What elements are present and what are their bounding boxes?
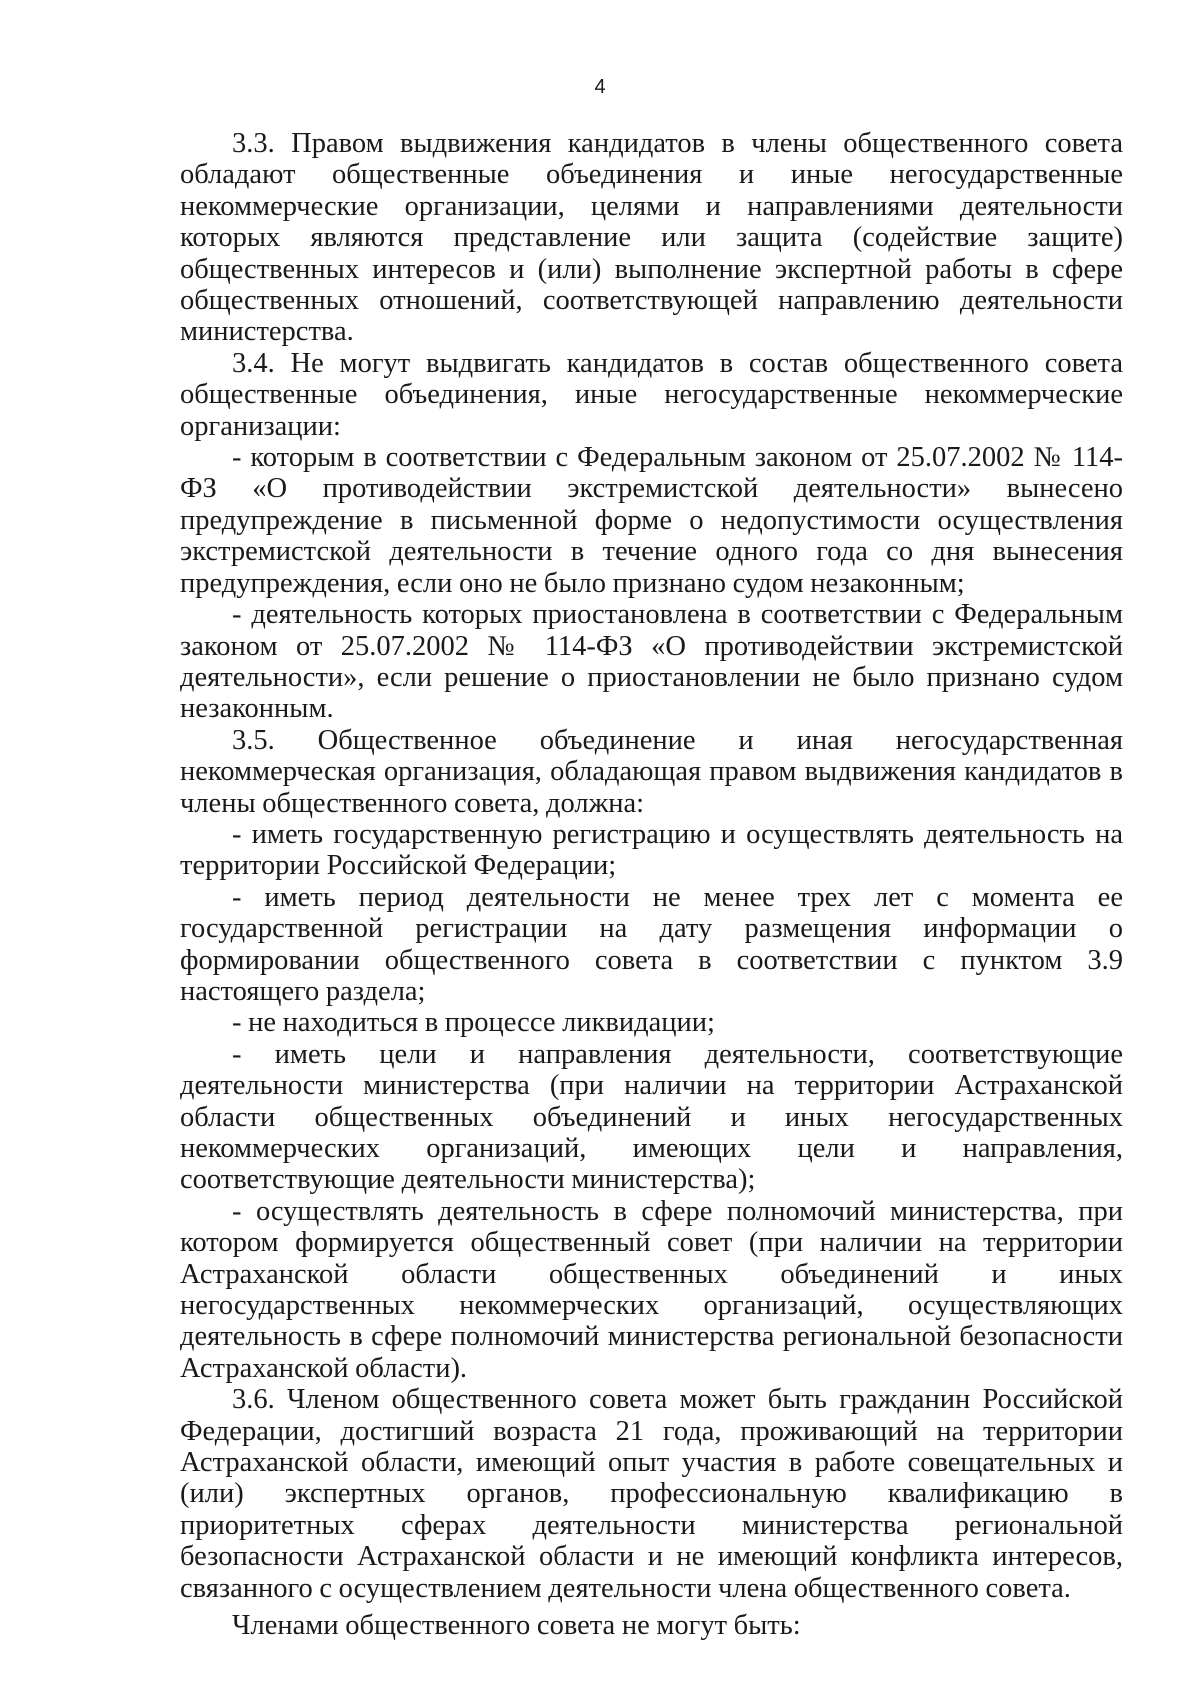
list-item: - иметь период деятельности не менее трех лет с момента ее государственной регистрации на дату размещения информации о формировании общественного совета в соответствии с пунктом 3.9 настоящего раздела; — [180, 881, 1123, 1007]
paragraph-3-3: 3.3. Правом выдвижения кандидатов в члены общественного совета обладают общественные объединения и иные негосударственные некоммерческие организации, целями и направлениями деятельности которых являются представление или защита (содействие защите) общественных интересов и (или) выполнение экспертной работы в сфере общественных отношений, соответствующей направлению деятельности министерства. — [180, 128, 1123, 348]
list-item: - иметь государственную регистрацию и осуществлять деятельность на территории Российской Федерации; — [180, 818, 1123, 882]
document-body — [180, 128, 1123, 1642]
paragraph-3-4: 3.4. Не могут выдвигать кандидатов в состав общественного совета общественные объединения, иные негосударственные некоммерческие организации: — [180, 347, 1123, 442]
paragraph-3-6: 3.6. Членом общественного совета может быть гражданин Российской Федерации, достигший возраста 21 года, проживающий на территории Астраханской области, имеющий опыт участия в работе совещательных и (или) экспертных органов, профессиональную квалификацию в приоритетных сферах деятельности министерства региональной безопасности Астраханской области и не имеющий конфликта интересов, связанного с осуществлением деятельности члена общественного совета. — [180, 1384, 1123, 1604]
list-item: - деятельность которых приостановлена в соответствии с Федеральным законом от 25.07.2002 № 114-ФЗ «О противодействии экстремистской деятельности», если решение о приостановлении не было признано судом незаконным. — [180, 599, 1123, 725]
list-item: - осуществлять деятельность в сфере полномочий министерства, при котором формируется общественный совет (при наличии на территории Астраханской области общественных объединений и иных негосударственных некоммерческих организаций, осуществляющих деятельность в сфере полномочий министерства региональной безопасности Астраханской области). — [180, 1195, 1123, 1384]
page-number: 4 — [594, 76, 606, 98]
paragraph-members-restriction: Членами общественного совета не могут быть: — [232, 1610, 801, 1642]
list-item: - которым в соответствии с Федеральным законом от 25.07.2002 № 114-ФЗ «О противодействии экстремистской деятельности» вынесено предупреждение в письменной форме о недопустимости осуществления экстремистской деятельности в течение одного года со дня вынесения предупреждения, если оно не было признано судом незаконным; — [180, 442, 1123, 599]
list-item: - не находиться в процессе ликвидации; — [232, 1007, 715, 1039]
paragraph-3-5: 3.5. Общественное объединение и иная негосударственная некоммерческая организация, обладающая правом выдвижения кандидатов в члены общественного совета, должна: — [180, 724, 1123, 819]
list-item: - иметь цели и направления деятельности, соответствующие деятельности министерства (при наличии на территории Астраханской области общественных объединений и иных негосударственных некоммерческих организаций, имеющих цели и направления, соответствующие деятельности министерства); — [180, 1038, 1123, 1196]
